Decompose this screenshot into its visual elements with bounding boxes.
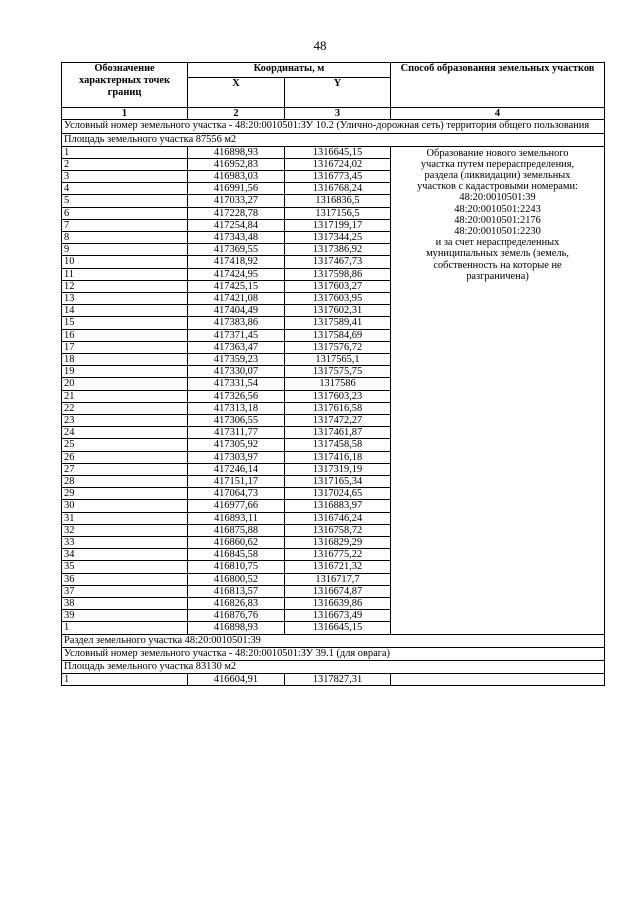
- section-split-label: Раздел земельного участка 48:20:0010501:39: [62, 634, 605, 647]
- column-number-2: 2: [188, 108, 285, 120]
- coord-x: 417228,78: [188, 207, 285, 219]
- coord-x: 417303,97: [188, 451, 285, 463]
- coord-x: 417359,23: [188, 353, 285, 365]
- formation-method-line: 48:20:0010501:2176: [454, 214, 541, 226]
- point-number: 1: [62, 673, 188, 685]
- formation-method-line: 48:20:0010501:39: [459, 192, 536, 204]
- point-number: 28: [62, 475, 188, 487]
- formation-method-line: разграничена): [466, 270, 529, 282]
- coord-y: 1316768,24: [285, 183, 391, 195]
- point-number: 25: [62, 439, 188, 451]
- coord-y: 1317603,95: [285, 292, 391, 304]
- point-number: 17: [62, 341, 188, 353]
- coord-y: 1316639,86: [285, 598, 391, 610]
- coord-y: 1317602,31: [285, 305, 391, 317]
- parcel-area-2: Площадь земельного участка 83130 м2: [62, 660, 605, 673]
- coord-y: 1316775,22: [285, 549, 391, 561]
- point-number: 34: [62, 549, 188, 561]
- coord-x: 417151,17: [188, 475, 285, 487]
- point-number: 13: [62, 292, 188, 304]
- coord-x: 417371,45: [188, 329, 285, 341]
- formation-method-line: участков с кадастровыми номерами:: [417, 181, 578, 193]
- coord-y: 1317603,23: [285, 390, 391, 402]
- point-number: 36: [62, 573, 188, 585]
- point-number: 35: [62, 561, 188, 573]
- coord-y: 1316717,7: [285, 573, 391, 585]
- coord-y: 1317472,27: [285, 414, 391, 426]
- formation-method-line: собственность на которые не: [433, 259, 562, 271]
- point-number: 27: [62, 463, 188, 475]
- coord-x: 416845,58: [188, 549, 285, 561]
- coord-y: 1316773,45: [285, 170, 391, 182]
- coord-y: 1317616,58: [285, 402, 391, 414]
- parcel-title: Условный номер земельного участка - 48:20:0010501:ЗУ 10.2 (Улично-дорожная сеть) территория общего пользования: [62, 120, 605, 134]
- coord-x: 417311,77: [188, 427, 285, 439]
- point-number: 14: [62, 305, 188, 317]
- coord-x: 417424,95: [188, 268, 285, 280]
- point-number: 19: [62, 366, 188, 378]
- point-number: 1: [62, 146, 188, 158]
- coord-y: 1316673,49: [285, 610, 391, 622]
- point-number: 5: [62, 195, 188, 207]
- coord-y: 1317458,58: [285, 439, 391, 451]
- coord-x: 417326,56: [188, 390, 285, 402]
- coord-x: 416826,83: [188, 598, 285, 610]
- point-number: 12: [62, 280, 188, 292]
- coord-x: 417418,92: [188, 256, 285, 268]
- coord-y: 1317589,41: [285, 317, 391, 329]
- formation-method-line: муниципальных земель (земель,: [426, 248, 569, 260]
- point-number: 31: [62, 512, 188, 524]
- point-number: 11: [62, 268, 188, 280]
- coord-y: 1316674,87: [285, 585, 391, 597]
- coord-y: 1316836,5: [285, 195, 391, 207]
- coord-y: 1317344,25: [285, 231, 391, 243]
- formation-method-note: [391, 146, 605, 634]
- point-number: 30: [62, 500, 188, 512]
- point-number: 16: [62, 329, 188, 341]
- coord-x: 416893,11: [188, 512, 285, 524]
- point-number: 23: [62, 414, 188, 426]
- coord-x: 416991,56: [188, 183, 285, 195]
- point-number: 32: [62, 524, 188, 536]
- coord-y: 1317603,27: [285, 280, 391, 292]
- column-number-3: 3: [285, 108, 391, 120]
- coord-x: 417306,55: [188, 414, 285, 426]
- coord-x: 417254,84: [188, 219, 285, 231]
- coord-y: 1317576,72: [285, 341, 391, 353]
- point-number: 1: [62, 622, 188, 634]
- coord-x: 416983,03: [188, 170, 285, 182]
- coord-x: 416860,62: [188, 537, 285, 549]
- parcel-title-2: Условный номер земельного участка - 48:20:0010501:ЗУ 39.1 (для оврага): [62, 647, 605, 660]
- coord-y: 1317467,73: [285, 256, 391, 268]
- coord-y: 1317575,75: [285, 366, 391, 378]
- coord-x: 416898,93: [188, 146, 285, 158]
- coord-x: 416810,75: [188, 561, 285, 573]
- point-number: 15: [62, 317, 188, 329]
- point-number: 3: [62, 170, 188, 182]
- point-number: 26: [62, 451, 188, 463]
- parcel-area: Площадь земельного участка 87556 м2: [62, 133, 605, 146]
- point-number: 6: [62, 207, 188, 219]
- page-number: 48: [313, 38, 327, 53]
- point-number: 2: [62, 158, 188, 170]
- point-number: 7: [62, 219, 188, 231]
- coord-x: 417404,49: [188, 305, 285, 317]
- coord-y: 1317584,69: [285, 329, 391, 341]
- point-number: 10: [62, 256, 188, 268]
- coord-y: 1317386,92: [285, 244, 391, 256]
- formation-method-line: 48:20:0010501:2230: [454, 225, 541, 237]
- formation-method-line: 48:20:0010501:2243: [454, 203, 541, 215]
- coord-y: 1316724,02: [285, 158, 391, 170]
- coord-x: 417313,18: [188, 402, 285, 414]
- point-number: 9: [62, 244, 188, 256]
- coord-y: 1317319,19: [285, 463, 391, 475]
- point-number: 21: [62, 390, 188, 402]
- formation-method-line: Образование нового земельного: [426, 147, 569, 159]
- header-point-designation: Обозначение характерных точек границ: [62, 63, 188, 108]
- point-number: 38: [62, 598, 188, 610]
- point-number: 22: [62, 402, 188, 414]
- formation-method-line: участка путем перераспределения,: [420, 158, 575, 170]
- coord-y: 1317199,17: [285, 219, 391, 231]
- coord-x: 417421,08: [188, 292, 285, 304]
- formation-method-line: и за счет нераспределенных: [435, 237, 560, 249]
- coord-y: 1317827,31: [285, 673, 391, 685]
- coord-y: 1316758,72: [285, 524, 391, 536]
- coord-y: 1317598,86: [285, 268, 391, 280]
- coord-x: 416876,76: [188, 610, 285, 622]
- point-number: 20: [62, 378, 188, 390]
- point-number: 39: [62, 610, 188, 622]
- header-y: Y: [285, 78, 391, 108]
- coord-y: 1317156,5: [285, 207, 391, 219]
- coord-x: 417305,92: [188, 439, 285, 451]
- coord-x: 416875,88: [188, 524, 285, 536]
- coord-x: 417331,54: [188, 378, 285, 390]
- coord-y: 1316645,15: [285, 622, 391, 634]
- coord-y: 1317586: [285, 378, 391, 390]
- formation-method-line: раздела (ликвидации) земельных: [424, 169, 571, 181]
- table-row: [62, 673, 605, 685]
- coordinates-table: [61, 62, 605, 686]
- point-number: 4: [62, 183, 188, 195]
- coord-x: 416977,66: [188, 500, 285, 512]
- coord-y: 1317024,65: [285, 488, 391, 500]
- formation-method-cell: [391, 673, 605, 685]
- coord-x: 417425,15: [188, 280, 285, 292]
- coord-y: 1317461,87: [285, 427, 391, 439]
- coord-y: 1316721,32: [285, 561, 391, 573]
- coord-y: 1316746,24: [285, 512, 391, 524]
- point-number: 8: [62, 231, 188, 243]
- coord-x: 417033,27: [188, 195, 285, 207]
- coord-y: 1317565,1: [285, 353, 391, 365]
- header-coordinates: Координаты, м: [188, 63, 391, 78]
- coord-x: 417383,86: [188, 317, 285, 329]
- point-number: 37: [62, 585, 188, 597]
- column-number-1: 1: [62, 108, 188, 120]
- coord-x: 417330,07: [188, 366, 285, 378]
- coord-y: 1316883,97: [285, 500, 391, 512]
- coord-x: 417246,14: [188, 463, 285, 475]
- coord-y: 1316645,15: [285, 146, 391, 158]
- coord-x: 417064,73: [188, 488, 285, 500]
- coord-x: 417363,47: [188, 341, 285, 353]
- coord-y: 1316829,29: [285, 537, 391, 549]
- coord-y: 1317165,34: [285, 475, 391, 487]
- coord-x: 417369,55: [188, 244, 285, 256]
- column-number-4: 4: [391, 108, 605, 120]
- point-number: 24: [62, 427, 188, 439]
- coord-x: 416813,57: [188, 585, 285, 597]
- table-row: [62, 146, 605, 158]
- point-number: 18: [62, 353, 188, 365]
- header-x: X: [188, 78, 285, 108]
- coord-x: 416898,93: [188, 622, 285, 634]
- point-number: 29: [62, 488, 188, 500]
- coord-x: 416800,52: [188, 573, 285, 585]
- header-formation-method: Способ образования земельных участков: [391, 63, 605, 108]
- point-number: 33: [62, 537, 188, 549]
- coord-x: 416952,83: [188, 158, 285, 170]
- coord-y: 1317416,18: [285, 451, 391, 463]
- coord-x: 417343,48: [188, 231, 285, 243]
- coord-x: 416604,91: [188, 673, 285, 685]
